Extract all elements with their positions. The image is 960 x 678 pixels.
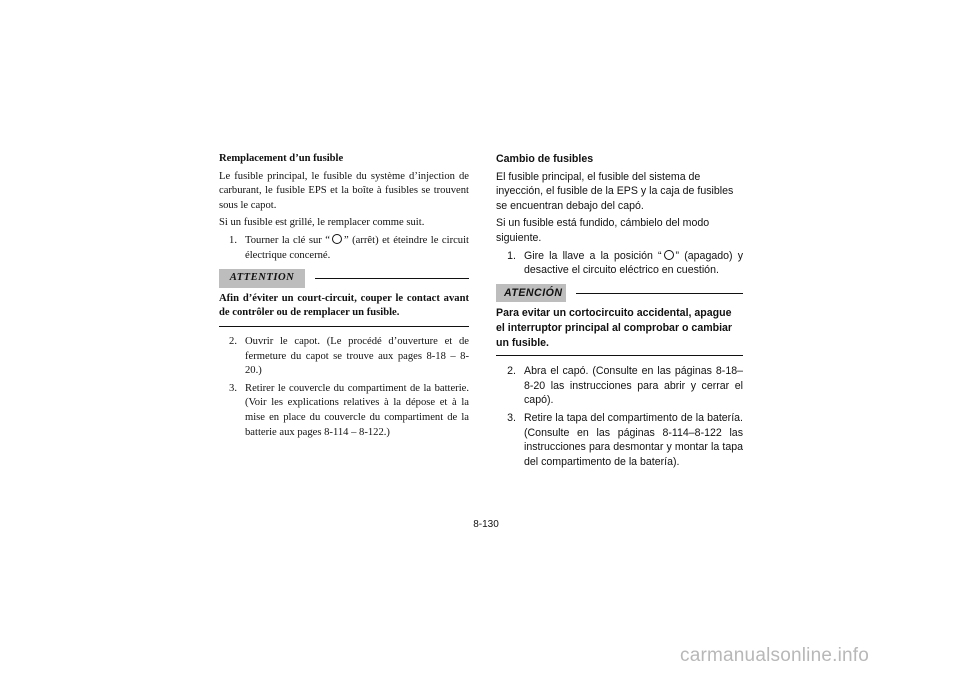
french-column — [219, 152, 469, 443]
step-text-before: Tourner la clé sur “ — [245, 234, 330, 246]
step-number: 2. — [507, 365, 516, 378]
step-number: 2. — [229, 335, 237, 347]
spanish-instruction-paragraph: Si un fusible está fundido, cámbielo del modo siguiente. — [496, 217, 710, 244]
caution-rule — [576, 293, 743, 294]
french-caution-header — [219, 269, 469, 288]
step-number: 3. — [507, 411, 516, 424]
caution-label: ATTENTION — [219, 269, 305, 288]
step-text-after: ” (apagado) y desactive el circuito eléctrico en cuestión. — [524, 249, 743, 277]
french-step-2 — [219, 335, 469, 379]
step-number: 1. — [229, 234, 237, 246]
step-number: 1. — [507, 249, 516, 262]
french-intro-paragraph: Le fusible principal, le fusible du système d’injection de carburant, le fusible EPS et la boîte à fusibles se trouvent sous le capot. — [219, 170, 469, 211]
caution-label: ATENCIÓN — [496, 284, 566, 303]
step-text: Retire la tapa del compartimento de la batería. (Consulte en las páginas 8-114–8-122 las instrucciones para desmontar y montar la tapa del compartimento de la batería). — [524, 411, 743, 468]
spanish-step-2 — [496, 364, 743, 408]
french-caution-text: Afin d’éviter un court-circuit, couper le contact avant de contrôler ou de remplacer un fusible. — [219, 292, 469, 327]
french-step-3 — [219, 382, 469, 440]
spanish-title: Cambio de fusibles — [496, 153, 594, 165]
spanish-step-3 — [496, 411, 743, 469]
caution-rule — [315, 278, 469, 279]
ring-off-icon — [664, 250, 674, 260]
spanish-caution-text: Para evitar un cortocircuito accidental, apague el interruptor principal al comprobar o cambiar un fusible. — [496, 306, 743, 356]
step-text — [245, 234, 469, 263]
spanish-step-1 — [496, 249, 743, 278]
step-text: Retirer le couvercle du compartiment de la batterie. (Voir les explications relatives à la dépose et à la mise en place du couvercle du compartiment de la batterie aux pages 8-114 – 8-122.) — [245, 382, 469, 438]
step-text: Ouvrir le capot. (Le procédé d’ouverture et de fermeture du capot se trouve aux pages 8-18 – 8-20.) — [245, 335, 469, 377]
step-text-before: Gire la llave a la posición “ — [524, 249, 662, 262]
spanish-caution-header — [496, 284, 743, 303]
ring-off-icon — [332, 234, 342, 244]
step-text-after: ” (arrêt) et éteindre le circuit électrique concerné. — [245, 234, 469, 261]
step-number: 3. — [229, 382, 237, 394]
french-instruction-paragraph: Si un fusible est grillé, le remplacer comme suit. — [219, 217, 425, 229]
spanish-column — [496, 152, 743, 472]
page-number: 8-130 — [473, 519, 499, 530]
step-text: Abra el capó. (Consulte en las páginas 8-18–8-20 las instrucciones para abrir y cerrar el capó). — [524, 365, 743, 407]
french-title: Remplacement d’un fusible — [219, 153, 344, 164]
spanish-intro-paragraph: El fusible principal, el fusible del sistema de inyección, el fusible de la EPS y la caja de fusibles se encuentran debajo del capó. — [496, 170, 734, 212]
watermark: carmanualsonline.info — [680, 645, 870, 666]
french-step-1 — [219, 234, 469, 263]
step-text — [524, 249, 743, 278]
